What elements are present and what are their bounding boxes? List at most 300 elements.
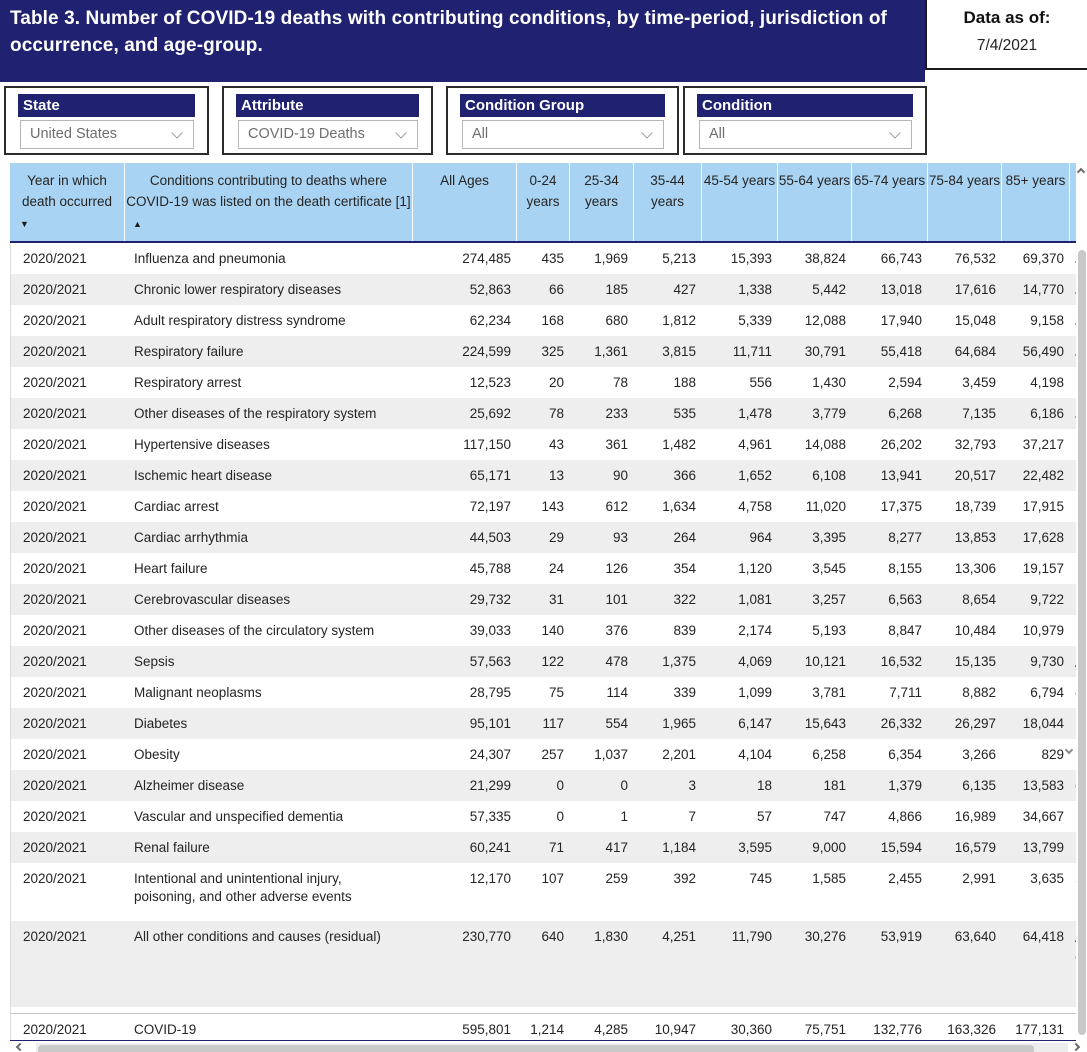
value-cell: 259 bbox=[605, 871, 628, 886]
value-cell: 1,585 bbox=[812, 871, 846, 886]
scroll-down-icon[interactable] bbox=[1066, 740, 1072, 758]
title-banner bbox=[0, 0, 925, 82]
value-cell: 14,770 bbox=[1022, 282, 1064, 297]
year-cell: 2020/2021 bbox=[23, 929, 87, 944]
value-cell: 16,532 bbox=[880, 654, 922, 669]
value-cell: 7,135 bbox=[962, 406, 996, 421]
value-cell: 13,853 bbox=[954, 530, 996, 545]
horizontal-scrollbar-thumb[interactable] bbox=[38, 1045, 1034, 1052]
value-cell: 75,751 bbox=[804, 1022, 846, 1037]
column-header-label: 45-54 years bbox=[703, 173, 776, 188]
slicer-condition-group bbox=[446, 86, 679, 155]
value-cell: 10,121 bbox=[804, 654, 846, 669]
column-header-label: 25-34 years bbox=[584, 173, 619, 209]
column-header-label: 85+ years bbox=[1005, 173, 1066, 188]
table-row[interactable] bbox=[11, 460, 1087, 491]
year-cell: 2020/2021 bbox=[23, 685, 87, 700]
table-row-covid19[interactable] bbox=[11, 1013, 1087, 1040]
slicer-attribute-header bbox=[236, 94, 419, 117]
value-cell: 30,360 bbox=[730, 1022, 772, 1037]
slicer-condition-group-label: Condition Group bbox=[465, 97, 585, 114]
value-cell: 20,517 bbox=[954, 468, 996, 483]
value-cell: 3,459 bbox=[962, 375, 996, 390]
column-header-9[interactable] bbox=[928, 163, 1002, 241]
value-cell: 15,135 bbox=[954, 654, 996, 669]
slicer-state-label: State bbox=[23, 97, 60, 114]
value-cell: 66 bbox=[548, 282, 564, 297]
value-cell: 3,635 bbox=[1030, 871, 1064, 886]
value-cell: 4,251 bbox=[662, 929, 696, 944]
value-cell: 20 bbox=[548, 375, 564, 390]
condition-cell: Obesity bbox=[134, 747, 180, 762]
value-cell: 435 bbox=[541, 251, 564, 266]
year-cell: 2020/2021 bbox=[23, 716, 87, 731]
value-cell: 15,594 bbox=[880, 840, 922, 855]
table-row[interactable] bbox=[11, 274, 1087, 305]
value-cell: 535 bbox=[673, 406, 696, 421]
scroll-up-icon[interactable] bbox=[1077, 168, 1085, 176]
value-cell: 556 bbox=[749, 375, 772, 390]
condition-cell: Hypertensive diseases bbox=[134, 437, 270, 452]
table-row[interactable] bbox=[11, 615, 1087, 646]
value-cell: 101 bbox=[605, 592, 628, 607]
value-cell: 29 bbox=[548, 530, 564, 545]
column-header-label: 55-64 years bbox=[778, 173, 851, 188]
value-cell: 188 bbox=[673, 375, 696, 390]
value-cell: 0 bbox=[556, 809, 564, 824]
table-row[interactable] bbox=[11, 739, 1087, 770]
condition-cell: Other diseases of the circulatory system bbox=[134, 623, 375, 638]
value-cell: 72,197 bbox=[469, 499, 511, 514]
value-cell: 4,961 bbox=[738, 437, 772, 452]
value-cell: 65,171 bbox=[469, 468, 511, 483]
table-row[interactable] bbox=[11, 522, 1087, 553]
value-cell: 17,375 bbox=[880, 499, 922, 514]
year-cell: 2020/2021 bbox=[23, 809, 87, 824]
condition-cell: Adult respiratory distress syndrome bbox=[134, 313, 346, 328]
value-cell: 12,088 bbox=[804, 313, 846, 328]
condition-cell: Cerebrovascular diseases bbox=[134, 592, 291, 607]
column-header-1[interactable] bbox=[125, 163, 413, 241]
value-cell: 392 bbox=[673, 871, 696, 886]
year-cell: 2020/2021 bbox=[23, 313, 87, 328]
value-cell: 4,285 bbox=[594, 1022, 628, 1037]
value-cell: 595,801 bbox=[462, 1022, 511, 1037]
value-cell: 376 bbox=[605, 623, 628, 638]
value-cell: 3,257 bbox=[812, 592, 846, 607]
value-cell: 4,198 bbox=[1030, 375, 1064, 390]
value-cell: 3,595 bbox=[738, 840, 772, 855]
value-cell: 32,793 bbox=[954, 437, 996, 452]
year-cell: 2020/2021 bbox=[23, 251, 87, 266]
value-cell: 264 bbox=[673, 530, 696, 545]
table-row[interactable] bbox=[11, 553, 1087, 584]
value-cell: 4,758 bbox=[738, 499, 772, 514]
value-cell: 44,503 bbox=[469, 530, 511, 545]
value-cell: 14,088 bbox=[804, 437, 846, 452]
value-cell: 185 bbox=[605, 282, 628, 297]
value-cell: 10,947 bbox=[654, 1022, 696, 1037]
value-cell: 554 bbox=[605, 716, 628, 731]
value-cell: 6,135 bbox=[962, 778, 996, 793]
year-cell: 2020/2021 bbox=[23, 654, 87, 669]
value-cell: 30,276 bbox=[804, 929, 846, 944]
value-cell: 233 bbox=[605, 406, 628, 421]
value-cell: 1,965 bbox=[662, 716, 696, 731]
value-cell: 11,790 bbox=[731, 929, 772, 944]
value-cell: 8,847 bbox=[888, 623, 922, 638]
data-as-of-date: 7/4/2021 bbox=[976, 37, 1038, 54]
condition-cell: Malignant neoplasms bbox=[134, 685, 262, 700]
value-cell: 745 bbox=[749, 871, 772, 886]
condition-dropdown[interactable] bbox=[699, 120, 912, 149]
table-row[interactable] bbox=[11, 243, 1087, 274]
value-cell: 13,799 bbox=[1022, 840, 1064, 855]
value-cell: 13,583 bbox=[1022, 778, 1064, 793]
condition-cell: Intentional and unintentional injury, poisoning, and other adverse events bbox=[134, 871, 352, 904]
value-cell: 5,213 bbox=[662, 251, 696, 266]
value-cell: 8,155 bbox=[888, 561, 922, 576]
year-cell: 2020/2021 bbox=[23, 499, 87, 514]
value-cell: 1,099 bbox=[738, 685, 772, 700]
horizontal-scrollbar-track[interactable] bbox=[36, 1043, 1068, 1052]
column-header-label: 0-24 years bbox=[526, 173, 560, 209]
value-cell: 9,000 bbox=[812, 840, 846, 855]
value-cell: 13,941 bbox=[880, 468, 922, 483]
value-cell: 57,335 bbox=[469, 809, 511, 824]
table-row[interactable] bbox=[11, 398, 1087, 429]
column-header-4[interactable] bbox=[570, 163, 634, 241]
table-row[interactable] bbox=[11, 801, 1087, 832]
value-cell: 1,081 bbox=[738, 592, 772, 607]
value-cell: 19,157 bbox=[1022, 561, 1064, 576]
table-row[interactable] bbox=[11, 832, 1087, 863]
value-cell: 52,863 bbox=[469, 282, 511, 297]
condition-cell: COVID-19 bbox=[134, 1022, 197, 1037]
value-cell: 57,563 bbox=[469, 654, 511, 669]
column-header-3[interactable] bbox=[517, 163, 570, 241]
table-row[interactable] bbox=[11, 863, 1087, 921]
value-cell: 31 bbox=[548, 592, 564, 607]
value-cell: 29,732 bbox=[469, 592, 511, 607]
table-row[interactable] bbox=[11, 708, 1087, 739]
slicer-state-header bbox=[18, 94, 195, 117]
value-cell: 12,170 bbox=[469, 871, 511, 886]
table-row[interactable] bbox=[11, 429, 1087, 460]
value-cell: 55,418 bbox=[880, 344, 922, 359]
value-cell: 24 bbox=[548, 561, 564, 576]
value-cell: 30,791 bbox=[804, 344, 846, 359]
value-cell: 181 bbox=[823, 778, 846, 793]
value-cell: 56,490 bbox=[1022, 344, 1064, 359]
condition-cell: Renal failure bbox=[134, 840, 210, 855]
value-cell: 62,234 bbox=[469, 313, 511, 328]
year-cell: 2020/2021 bbox=[23, 437, 87, 452]
value-cell: 427 bbox=[673, 282, 696, 297]
scroll-left-icon[interactable] bbox=[16, 1043, 24, 1051]
value-cell: 230,770 bbox=[462, 929, 511, 944]
value-cell: 17,616 bbox=[954, 282, 996, 297]
column-header-7[interactable] bbox=[778, 163, 852, 241]
condition-cell: Respiratory arrest bbox=[134, 375, 242, 390]
condition-cell: All other conditions and causes (residual) bbox=[134, 929, 381, 944]
sort-descending-icon: ▼ bbox=[20, 219, 29, 229]
year-cell: 2020/2021 bbox=[23, 840, 87, 855]
table-row[interactable] bbox=[11, 584, 1087, 615]
value-cell: 1,037 bbox=[594, 747, 628, 762]
value-cell: 2,174 bbox=[738, 623, 772, 638]
value-cell: 829 bbox=[1041, 747, 1064, 762]
value-cell: 2,201 bbox=[662, 747, 696, 762]
slicer-condition-label: Condition bbox=[702, 97, 772, 114]
value-cell: 57 bbox=[756, 809, 772, 824]
value-cell: 13,306 bbox=[954, 561, 996, 576]
year-cell: 2020/2021 bbox=[23, 747, 87, 762]
value-cell: 1,338 bbox=[738, 282, 772, 297]
value-cell: 4,104 bbox=[738, 747, 772, 762]
condition-cell: Cardiac arrest bbox=[134, 499, 219, 514]
value-cell: 26,332 bbox=[880, 716, 922, 731]
vertical-scrollbar[interactable] bbox=[1076, 163, 1087, 1040]
column-header-8[interactable] bbox=[852, 163, 928, 241]
column-header-2[interactable] bbox=[413, 163, 517, 241]
value-cell: 354 bbox=[673, 561, 696, 576]
value-cell: 2,991 bbox=[962, 871, 996, 886]
value-cell: 140 bbox=[541, 623, 564, 638]
value-cell: 34,667 bbox=[1022, 809, 1064, 824]
table-row[interactable] bbox=[11, 491, 1087, 522]
value-cell: 2,455 bbox=[888, 871, 922, 886]
column-header-0[interactable] bbox=[10, 163, 125, 241]
value-cell: 1,120 bbox=[738, 561, 772, 576]
value-cell: 6,794 bbox=[1030, 685, 1064, 700]
year-cell: 2020/2021 bbox=[23, 623, 87, 638]
value-cell: 8,277 bbox=[888, 530, 922, 545]
horizontal-scrollbar[interactable] bbox=[0, 1041, 1087, 1052]
value-cell: 612 bbox=[605, 499, 628, 514]
vertical-scrollbar-thumb[interactable] bbox=[1078, 250, 1086, 1035]
value-cell: 1,969 bbox=[594, 251, 628, 266]
page-title: Table 3. Number of COVID-19 deaths with contributing conditions, by time-period, jurisdiction of occurrence, and age-group. bbox=[10, 8, 887, 56]
value-cell: 478 bbox=[605, 654, 628, 669]
attribute-dropdown-value: COVID-19 Deaths bbox=[248, 126, 365, 142]
year-cell: 2020/2021 bbox=[23, 282, 87, 297]
value-cell: 163,326 bbox=[947, 1022, 996, 1037]
attribute-dropdown[interactable] bbox=[238, 120, 418, 149]
value-cell: 5,442 bbox=[812, 282, 846, 297]
value-cell: 6,147 bbox=[738, 716, 772, 731]
value-cell: 1,478 bbox=[738, 406, 772, 421]
scroll-right-icon[interactable] bbox=[1072, 1043, 1080, 1051]
value-cell: 107 bbox=[541, 871, 564, 886]
value-cell: 8,882 bbox=[962, 685, 996, 700]
value-cell: 38,824 bbox=[804, 251, 846, 266]
condition-cell: Influenza and pneumonia bbox=[134, 251, 286, 266]
condition-dropdown-value: All bbox=[709, 126, 726, 142]
value-cell: 117,150 bbox=[463, 437, 511, 452]
value-cell: 12,523 bbox=[469, 375, 511, 390]
value-cell: 7 bbox=[688, 809, 696, 824]
value-cell: 114 bbox=[606, 685, 628, 700]
column-header-10[interactable] bbox=[1002, 163, 1070, 241]
table-row[interactable] bbox=[11, 305, 1087, 336]
condition-cell: Ischemic heart disease bbox=[134, 468, 273, 483]
value-cell: 366 bbox=[673, 468, 696, 483]
value-cell: 224,599 bbox=[462, 344, 511, 359]
condition-group-dropdown[interactable] bbox=[462, 120, 664, 149]
condition-cell: Respiratory failure bbox=[134, 344, 244, 359]
condition-cell: Other diseases of the respiratory system bbox=[134, 406, 377, 421]
value-cell: 3,779 bbox=[812, 406, 846, 421]
value-cell: 339 bbox=[673, 685, 696, 700]
year-cell: 2020/2021 bbox=[23, 592, 87, 607]
value-cell: 3,395 bbox=[812, 530, 846, 545]
value-cell: 3,781 bbox=[812, 685, 846, 700]
year-cell: 2020/2021 bbox=[23, 530, 87, 545]
value-cell: 747 bbox=[823, 809, 846, 824]
value-cell: 78 bbox=[612, 375, 628, 390]
value-cell: 90 bbox=[612, 468, 628, 483]
condition-cell: Sepsis bbox=[134, 654, 175, 669]
value-cell: 3,266 bbox=[962, 747, 996, 762]
condition-cell: Diabetes bbox=[134, 716, 188, 731]
data-as-of-box bbox=[925, 0, 1087, 70]
value-cell: 6,186 bbox=[1030, 406, 1064, 421]
value-cell: 64,684 bbox=[954, 344, 996, 359]
slicer-condition bbox=[683, 86, 927, 155]
year-cell: 2020/2021 bbox=[23, 468, 87, 483]
value-cell: 1,375 bbox=[662, 654, 696, 669]
value-cell: 3 bbox=[688, 778, 696, 793]
value-cell: 7,711 bbox=[889, 685, 922, 700]
value-cell: 274,485 bbox=[462, 251, 511, 266]
state-dropdown[interactable] bbox=[20, 120, 194, 149]
table-row[interactable] bbox=[11, 336, 1087, 367]
value-cell: 0 bbox=[620, 778, 628, 793]
value-cell: 63,640 bbox=[954, 929, 996, 944]
sort-ascending-icon: ▲ bbox=[133, 219, 142, 229]
value-cell: 168 bbox=[541, 313, 564, 328]
value-cell: 22,482 bbox=[1022, 468, 1064, 483]
value-cell: 15,393 bbox=[730, 251, 772, 266]
value-cell: 25,692 bbox=[469, 406, 511, 421]
value-cell: 21,299 bbox=[469, 778, 511, 793]
value-cell: 16,579 bbox=[954, 840, 996, 855]
value-cell: 5,339 bbox=[738, 313, 772, 328]
value-cell: 964 bbox=[749, 530, 772, 545]
value-cell: 257 bbox=[541, 747, 564, 762]
value-cell: 417 bbox=[605, 840, 628, 855]
column-header-5[interactable] bbox=[634, 163, 702, 241]
value-cell: 10,484 bbox=[954, 623, 996, 638]
value-cell: 6,563 bbox=[888, 592, 922, 607]
slicer-attribute-label: Attribute bbox=[241, 97, 304, 114]
year-cell: 2020/2021 bbox=[23, 1022, 87, 1037]
year-cell: 2020/2021 bbox=[23, 871, 87, 886]
table-row[interactable] bbox=[11, 677, 1087, 708]
slicer-state bbox=[4, 86, 209, 155]
value-cell: 13,018 bbox=[880, 282, 922, 297]
value-cell: 6,108 bbox=[812, 468, 846, 483]
value-cell: 680 bbox=[605, 313, 628, 328]
value-cell: 177,131 bbox=[1015, 1022, 1064, 1037]
value-cell: 26,297 bbox=[954, 716, 996, 731]
value-cell: 53,919 bbox=[880, 929, 922, 944]
value-cell: 117 bbox=[542, 716, 564, 731]
value-cell: 0 bbox=[556, 778, 564, 793]
condition-cell: Heart failure bbox=[134, 561, 208, 576]
value-cell: 28,795 bbox=[469, 685, 511, 700]
year-cell: 2020/2021 bbox=[23, 344, 87, 359]
table-header bbox=[10, 163, 1087, 243]
value-cell: 132,776 bbox=[873, 1022, 922, 1037]
column-header-label: 75-84 years bbox=[928, 173, 1001, 188]
value-cell: 13 bbox=[548, 468, 564, 483]
value-cell: 4,866 bbox=[888, 809, 922, 824]
value-cell: 1,482 bbox=[662, 437, 696, 452]
value-cell: 24,307 bbox=[469, 747, 511, 762]
condition-cell: Cardiac arrhythmia bbox=[134, 530, 249, 545]
table-row[interactable] bbox=[11, 646, 1087, 677]
value-cell: 75 bbox=[548, 685, 564, 700]
value-cell: 76,532 bbox=[954, 251, 996, 266]
value-cell: 839 bbox=[673, 623, 696, 638]
slicer-condition-group-header bbox=[460, 94, 665, 117]
slicer-attribute bbox=[222, 86, 433, 155]
value-cell: 10,979 bbox=[1022, 623, 1064, 638]
value-cell: 3,545 bbox=[812, 561, 846, 576]
value-cell: 2,594 bbox=[888, 375, 922, 390]
condition-group-dropdown-value: All bbox=[472, 126, 489, 142]
value-cell: 45,788 bbox=[469, 561, 511, 576]
value-cell: 640 bbox=[541, 929, 564, 944]
value-cell: 361 bbox=[605, 437, 628, 452]
table-row[interactable] bbox=[11, 921, 1087, 1007]
value-cell: 11,711 bbox=[732, 344, 772, 359]
slicer-condition-header bbox=[697, 94, 913, 117]
value-cell: 93 bbox=[612, 530, 628, 545]
value-cell: 37,217 bbox=[1022, 437, 1064, 452]
column-header-label: 65-74 years bbox=[853, 173, 926, 188]
column-header-6[interactable] bbox=[702, 163, 778, 241]
value-cell: 11,020 bbox=[805, 499, 846, 514]
column-header-label: 35-44 years bbox=[650, 173, 685, 209]
value-cell: 6,258 bbox=[812, 747, 846, 762]
value-cell: 15,048 bbox=[954, 313, 996, 328]
value-cell: 9,730 bbox=[1030, 654, 1064, 669]
value-cell: 1 bbox=[620, 809, 628, 824]
table-row[interactable] bbox=[11, 770, 1087, 801]
value-cell: 1,812 bbox=[662, 313, 696, 328]
table-row[interactable] bbox=[11, 367, 1087, 398]
value-cell: 4,069 bbox=[738, 654, 772, 669]
value-cell: 1,184 bbox=[662, 840, 696, 855]
value-cell: 18,044 bbox=[1022, 716, 1064, 731]
value-cell: 1,430 bbox=[812, 375, 846, 390]
value-cell: 3,815 bbox=[662, 344, 696, 359]
value-cell: 16,989 bbox=[954, 809, 996, 824]
value-cell: 9,722 bbox=[1030, 592, 1064, 607]
value-cell: 143 bbox=[541, 499, 564, 514]
value-cell: 95,101 bbox=[469, 716, 511, 731]
value-cell: 71 bbox=[548, 840, 564, 855]
value-cell: 1,214 bbox=[530, 1022, 564, 1037]
value-cell: 15,643 bbox=[804, 716, 846, 731]
state-dropdown-value: United States bbox=[30, 126, 118, 142]
year-cell: 2020/2021 bbox=[23, 406, 87, 421]
value-cell: 64,418 bbox=[1022, 929, 1064, 944]
value-cell: 18,739 bbox=[954, 499, 996, 514]
